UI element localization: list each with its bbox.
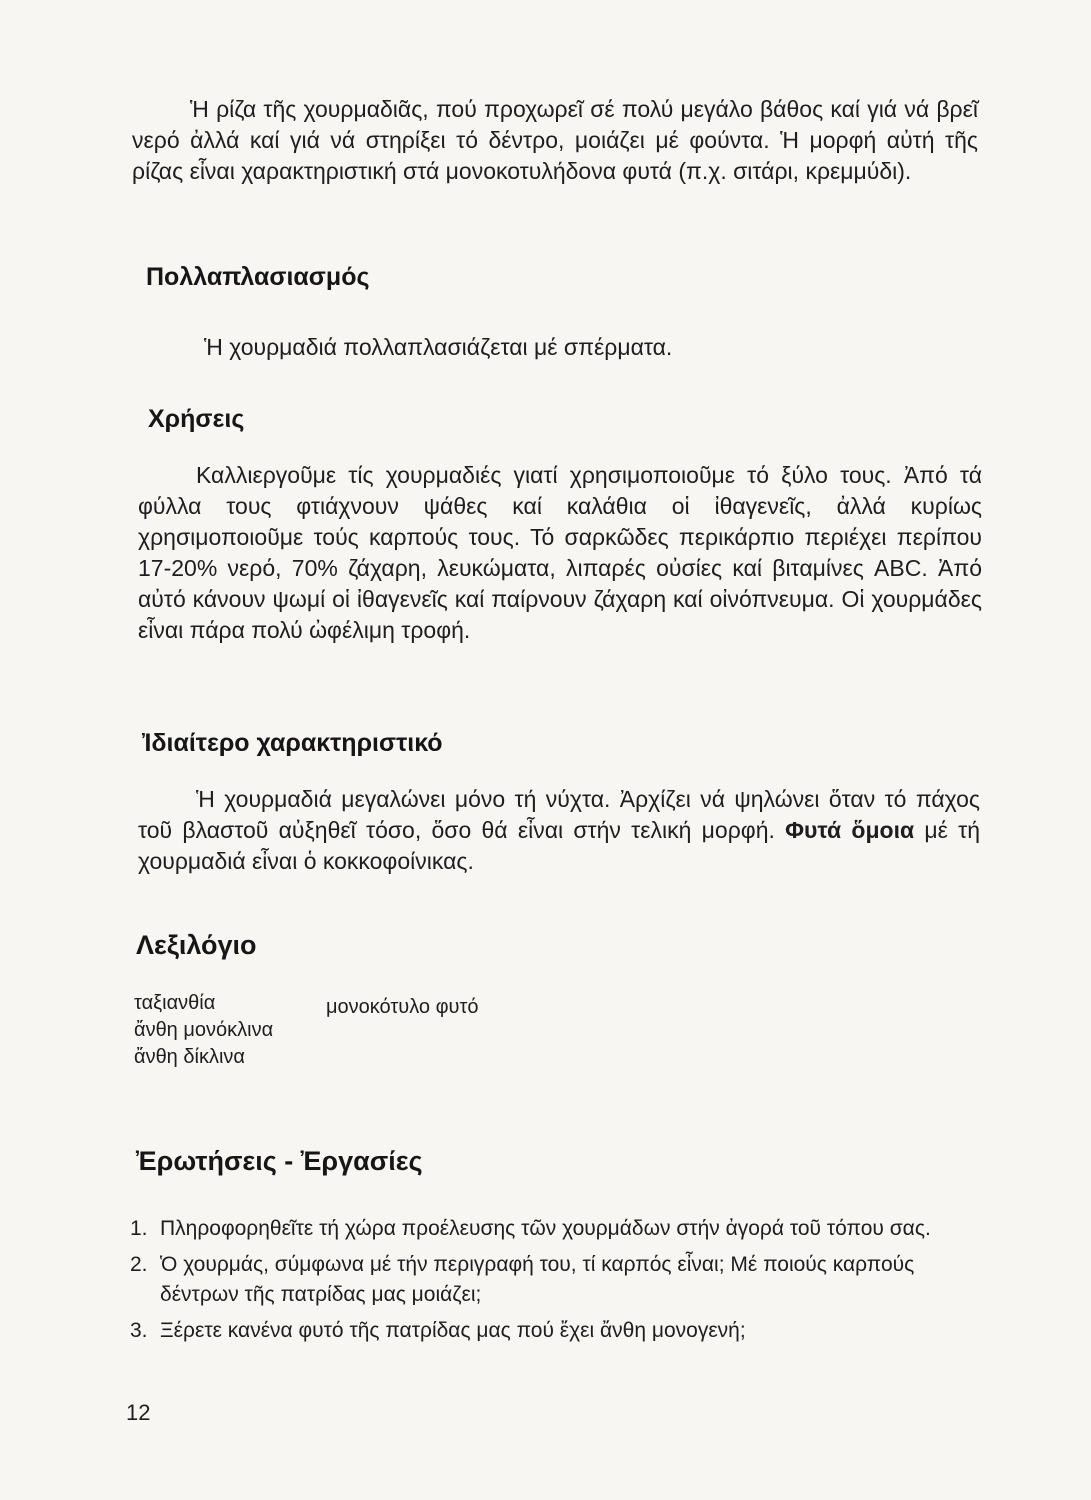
heading-uses: Χρήσεις bbox=[148, 405, 245, 433]
similar-plants-text: μέ τή χουρμαδιά εἶναι ὁ κοκκοφοίνικας. bbox=[138, 817, 980, 874]
root-paragraph: Ἡ ρίζα τῆς χουρμαδιᾶς, πού προχωρεῖ σέ πολύ μεγάλο βάθος καί γιά νά βρεῖ νερό ἀλλά καί γιά νά στηρίξει τό δέντρο, μοιάζει μέ φούντα. Ἡ μορφή αὐτή τῆς ρίζας εἶναι χαρακτηριστική στά μονοκοτυλήδονα φυτά (π.χ. σιτάρι, κρεμμύδι). bbox=[132, 96, 978, 184]
question-item bbox=[130, 1316, 980, 1346]
feature-paragraph-block bbox=[138, 784, 980, 877]
vocab-term: ἄνθη δίκλινα bbox=[134, 1046, 245, 1068]
questions-list bbox=[130, 1214, 980, 1352]
feature-paragraph bbox=[138, 784, 980, 877]
vocabulary-column-1 bbox=[134, 990, 273, 1071]
heading-feature: Ἰδιαίτερο χαρακτηριστικό bbox=[142, 729, 443, 757]
reproduction-paragraph-block bbox=[146, 332, 976, 363]
vocab-term: ἄνθη μονόκλινα bbox=[134, 1019, 274, 1041]
page-number: 12 bbox=[126, 1400, 151, 1425]
root-paragraph-block bbox=[132, 94, 978, 187]
question-item bbox=[130, 1214, 980, 1244]
vocabulary-column-2 bbox=[326, 994, 479, 1021]
feature-text: Ἡ χουρμαδιά μεγαλώνει μόνο τή νύχτα. Ἀρχίζει νά ψηλώνει ὅταν τό πάχος τοῦ βλαστοῦ αὐξηθεῖ τόσο, ὅσο θά εἶναι στήν τελική μορφή. bbox=[138, 786, 980, 843]
heading-vocabulary: Λεξιλόγιο bbox=[136, 930, 257, 960]
similar-plants-label: Φυτά ὅμοια bbox=[785, 817, 915, 843]
vocab-term: ταξιανθία bbox=[134, 992, 216, 1014]
question-text: Ξέρετε κανένα φυτό τῆς πατρίδας μας πού ἔχει ἄνθη μονογενή; bbox=[160, 1319, 746, 1342]
question-text: Πληροφορηθεῖτε τή χώρα προέλευσης τῶν χουρμάδων στήν ἀγορά τοῦ τόπου σας. bbox=[160, 1217, 931, 1240]
question-text: Ὁ χουρμάς, σύμφωνα μέ τήν περιγραφή του, τί καρπός εἶναι; Μέ ποιούς καρπούς δέντρων τῆς πατρίδας μας μοιάζει; bbox=[160, 1253, 915, 1306]
reproduction-paragraph: Ἡ χουρμαδιά πολλαπλασιάζεται μέ σπέρματα. bbox=[204, 334, 673, 360]
question-item bbox=[130, 1250, 980, 1310]
question-number: 2. bbox=[130, 1253, 148, 1276]
vocab-term: μονοκότυλο φυτό bbox=[326, 996, 479, 1018]
heading-questions: Ἐρωτήσεις - Ἐργασίες bbox=[136, 1146, 423, 1176]
uses-paragraph-block bbox=[138, 460, 982, 646]
heading-reproduction: Πολλαπλασιασμός bbox=[146, 263, 370, 291]
uses-paragraph: Καλλιεργοῦμε τίς χουρμαδιές γιατί χρησιμοποιοῦμε τό ξύλο τους. Ἀπό τά φύλλα τους φτιάχνουν ψάθες καί καλάθια οἱ ἰθαγενεῖς, ἀλλά κυρίως χρησιμοποιοῦμε τούς καρπούς τους. Τό σαρκῶδες περικάρπιο περιέχει περίπου 17-20% νερό, 70% ζάχαρη, λευκώματα, λιπαρές οὐσίες καί βιταμίνες ABC. Ἀπό αὐτό κάνουν ψωμί οἱ ἰθαγενεῖς καί παίρνουν ζάχαρη καί οἰνόπνευμα. Οἱ χουρμάδες εἶναι πάρα πολύ ὠφέλιμη τροφή. bbox=[138, 462, 982, 643]
question-number: 3. bbox=[130, 1319, 148, 1342]
question-number: 1. bbox=[130, 1217, 148, 1240]
